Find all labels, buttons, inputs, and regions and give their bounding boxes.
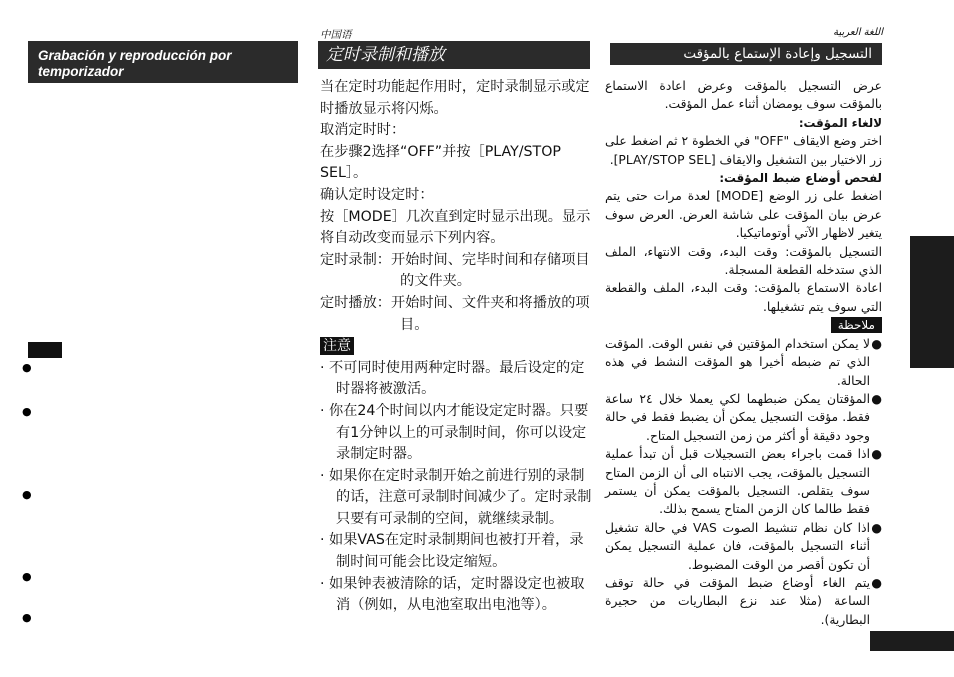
chinese-note-item: · 如果VAS在定时录制期间也被打开着，录制时间可能会比设定缩短。 [320, 532, 584, 571]
chinese-language-label: 中国语 [320, 29, 352, 41]
chinese-timer-record: 定时录制：开始时间、完毕时间和存储项目的文件夹。 [320, 251, 590, 290]
chinese-body [320, 77, 595, 617]
spanish-bullet: ● [22, 405, 32, 418]
spanish-bullet: ● [22, 488, 32, 501]
arabic-body [605, 77, 882, 629]
spanish-bullet: ● [22, 361, 32, 374]
arabic-timer-record: التسجيل بالمؤقت: وقت البدء، وقت الانتهاء، الملف الذي ستدخله القطعة المسجلة. [605, 244, 882, 278]
spanish-section-header: Grabación y reproducción por temporizador [28, 41, 298, 83]
chinese-note-item: · 如果钟表被清除的话，定时器设定也被取消（例如，从电池室取出电池等）。 [320, 575, 585, 614]
arabic-note-label: ملاحظة [831, 317, 882, 333]
arabic-note-item: ● اذا قمت باجراء بعض التسجيلات قبل أن تبدأ عملية التسجيل بالمؤقت، يجب الانتباه الى أن الزمن المتاح سوف يتقلص. التسجيل بالمؤقت يمكن أن يستمر فقط طالما كان الزمن المتاح يسمح بذلك. [605, 447, 882, 517]
chinese-note-item: · 不可同时使用两种定时器。最后设定的定时器将被激活。 [320, 359, 585, 398]
spanish-note-label-bar [28, 342, 62, 358]
arabic-note-item: ● يتم الغاء أوضاع ضبط المؤقت في حالة توقف الساعة (مثلا عند نزع البطاريات من حجيرة البطارية). [605, 575, 882, 627]
bullet-icon: ● [871, 447, 882, 462]
bullet-icon: ● [871, 391, 882, 406]
arabic-check-title: لفحص أوضاع ضبط المؤقت: [719, 171, 882, 186]
chinese-section-header: 定时录制和播放 [318, 41, 590, 69]
arabic-cancel-title: لالغاء المؤقت: [798, 115, 882, 130]
arabic-timer-play: اعادة الاستماع بالمؤقت: وقت البدء، الملف والقطعة التي سوف يتم تشغيلها. [605, 281, 882, 314]
chinese-note-item: · 如果你在定时录制开始之前进行别的录制的话，注意可录制时间减少了。定时录制只要有可录制的空间，就继续录制。 [320, 467, 592, 527]
chinese-confirm-text: 按［MODE］几次直到定时显示出现。显示将自动改变而显示下列内容。 [320, 208, 591, 247]
section-thumb-tab [910, 236, 954, 368]
arabic-check-text: اضغط على زر الوضع [MODE] لعدة مرات حتى يتم عرض بيان المؤقت على شاشة العرض. العرض سوف يتغير لاظهار الآتي أوتوماتيكيا. [605, 189, 882, 241]
arabic-intro: عرض التسجيل بالمؤقت وعرض اعادة الاستماع بالمؤقت سوف يومضان أثناء عمل المؤقت. [605, 79, 882, 112]
page-number-tab [870, 631, 954, 651]
chinese-intro: 当在定时功能起作用时，定时录制显示或定时播放显示将闪烁。 [320, 79, 590, 117]
chinese-note-item: · 你在24个时间以内才能设定定时器。只要有1分钟以上的可录制时间，你可以设定录制定时器。 [320, 402, 589, 463]
spanish-bullet: ● [22, 611, 32, 624]
arabic-note-item: ● اذا كان نظام تنشيط الصوت VAS في حالة تشغيل أثناء التسجيل بالمؤقت، فان عملية التسجيل يمكن أن تكون أقصر من الوقت المضبوط. [605, 520, 882, 572]
arabic-cancel-text: اختر وضع الايقاف "OFF" في الخطوة ٢ ثم اضغط على زر الاختيار بين التشغيل والايقاف [PLAY/STOP SEL]. [605, 134, 882, 167]
arabic-language-label: اللغة العربية [833, 27, 883, 38]
bullet-icon: ● [871, 336, 882, 351]
bullet-icon: ● [871, 520, 882, 535]
chinese-confirm-title: 确认定时设定时： [320, 186, 434, 203]
chinese-note-label: 注意 [320, 337, 354, 355]
chinese-cancel-text: 在步骤2选择“OFF”并按［PLAY/STOP SEL］。 [320, 143, 576, 182]
chinese-cancel-title: 取消定时时： [320, 122, 406, 139]
spanish-bullet: ● [22, 570, 32, 583]
bullet-icon: ● [871, 575, 882, 590]
arabic-section-header: التسجيل وإعادة الإستماع بالمؤقت [610, 43, 882, 65]
arabic-note-item: ● لا يمكن استخدام المؤقتين في نفس الوقت. المؤقت الذي تم ضبطه أخيرا هو المؤقت النشط في هذه الحالة. [605, 336, 882, 388]
chinese-timer-play: 定时播放：开始时间、文件夹和将播放的项目。 [320, 294, 590, 333]
arabic-note-item: ● المؤقتان يمكن ضبطهما لكي يعملا خلال ٢٤ ساعة فقط. مؤقت التسجيل يمكن أن يضبط فقط في حالة وجود دقيقة أو أكثر من زمن التسجيل المتاح. [605, 391, 882, 443]
